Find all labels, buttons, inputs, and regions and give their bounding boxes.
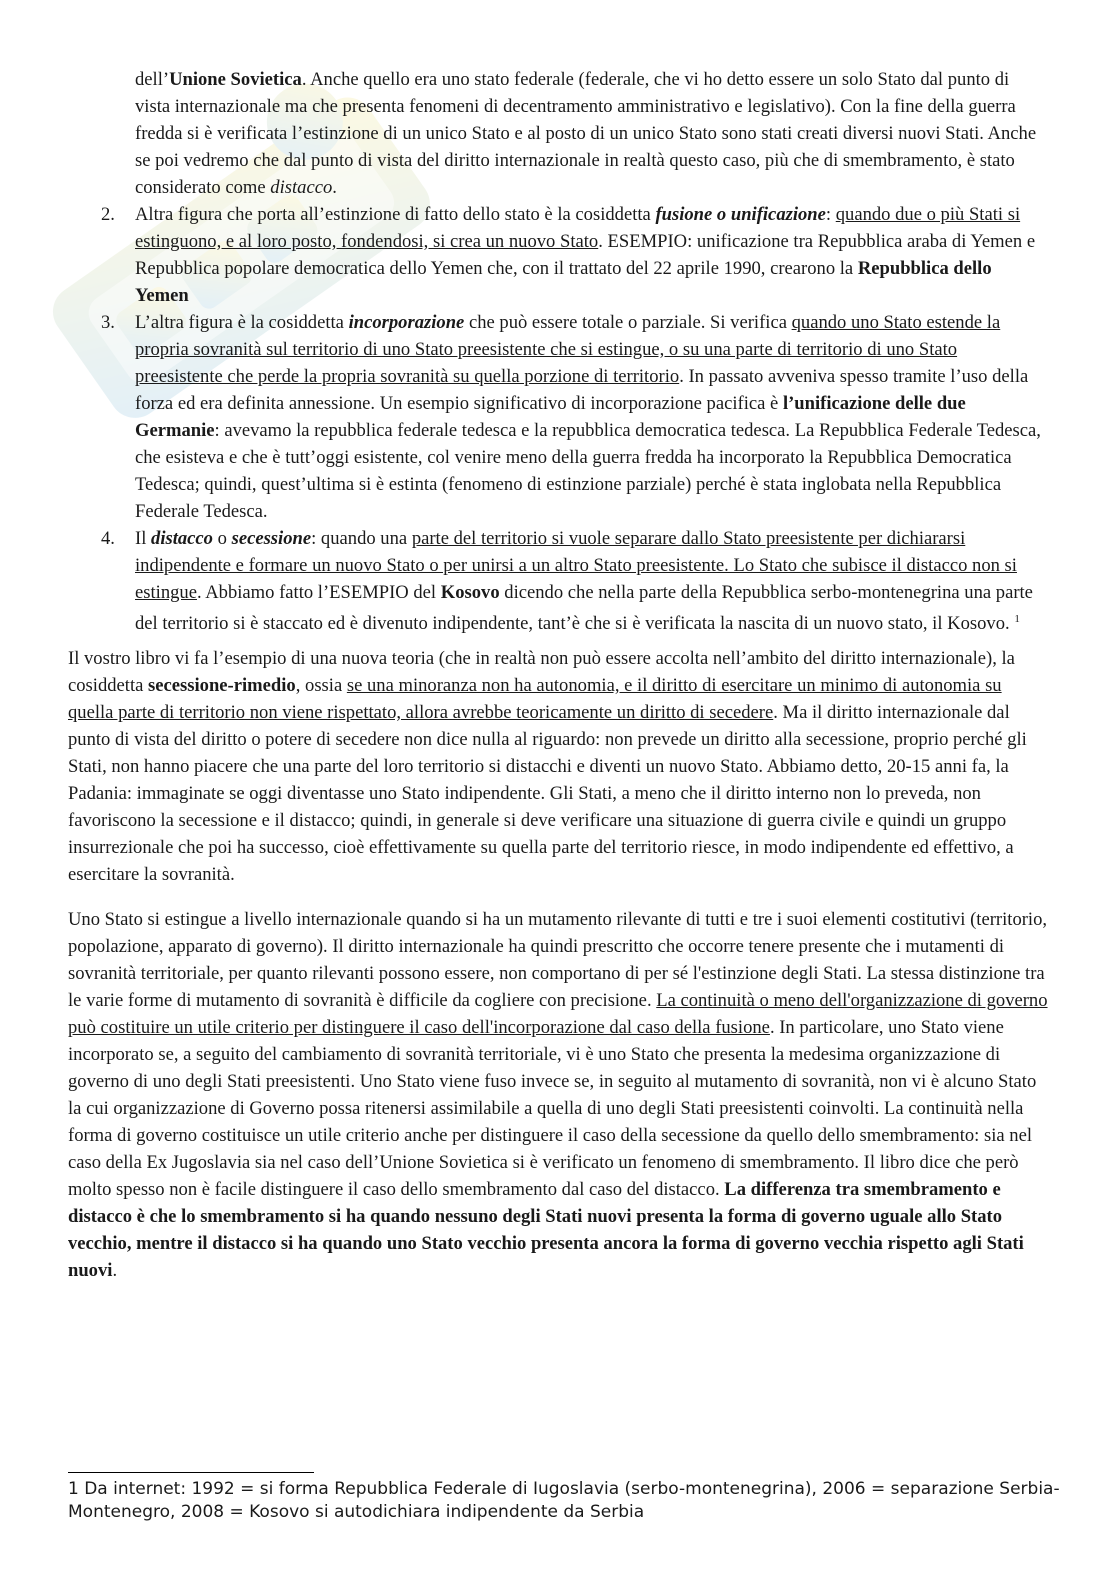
list-item-fusione: 2. Altra figura che porta all’estinzione di fatto dello stato è la cosiddetta fusione o unificazione: quando due o più Stati si estinguono, e al loro posto, fondendosi, si crea un nuovo Stato. ESEMPIO: unificazione tra Repubblica araba di Yemen e Repubblica popolare democratica dello Yemen che, con il trattato del 22 aprile 1990, crearono la Repubblica dello Yemen xyxy=(68,201,1048,309)
paragraph-secessione-rimedio: Il vostro libro vi fa l’esempio di una nuova teoria (che in realtà non può essere accolta nell’ambito del diritto internazionale), la cosiddetta secessione-rimedio, ossia se una minoranza non ha autonomia, e il diritto di esercitare un minimo di autonomia su quella parte di territorio non viene rispettato, allora avrebbe teoricamente un diritto di secedere. Ma il diritto internazionale dal punto di vista del diritto o potere di secedere non dice nulla al riguardo: non prevede un diritto alla secessione, proprio perché gli Stati, non hanno piacere che una parte del loro territorio si distacchi e diventi un nuovo Stato. Abbiamo detto, 20-15 anni fa, la Padania: immaginate se oggi diventasse uno Stato indipendente. Gli Stati, a meno che il diritto interno non lo preveda, non favoriscono la secessione e il distacco; quindi, in generale si deve verificare una situazione di guerra civile e quindi un gruppo insurrezionale che poi ha successo, cioè effettivamente su quella parte del territorio riesce, in modo indipendente ed effettivo, a esercitare la sovranità. xyxy=(68,648,1027,886)
paragraph-estinzione: Uno Stato si estingue a livello internazionale quando si ha un mutamento rilevante di tutti e tre i suoi elementi costitutivi (territorio, popolazione, apparato di governo). Il diritto internazionale ha quindi prescritto che occorre tenere presente che i mutamenti di sovranità territoriale, per quanto rilevanti possono essere, non comportano di per sé l'estinzione degli Stati. La stessa distinzione tra le varie forme di mutamento di sovranità è difficile da cogliere con precisione. La continuità o meno dell'organizzazione di governo può costituire un utile criterio per distinguere il caso dell'incorporazione dal caso della fusione. In particolare, uno Stato viene incorporato se, a seguito del cambiamento di sovranità territoriale, vi è uno Stato che presenta la medesima organizzazione di governo di uno degli Stati preesistenti. Uno Stato viene fuso invece se, in seguito al mutamento di sovranità, non vi è alcuno Stato la cui organizzazione di Governo possa ritenersi assimilabile a quella di uno degli Stati preesistenti coinvolti. La continuità nella forma di governo costituisce un utile criterio anche per distinguere il caso della secessione da quello dello smembramento: sia nel caso della Ex Jugoslavia sia nel caso dell’Unione Sovietica si è verificato un fenomeno di smembramento. Il libro dice che però molto spesso non è facile distinguere il caso dello smembramento dal caso del distacco. La differenza tra smembramento e distacco è che lo smembramento si ha quando nessuno degli Stati nuovi presenta la forma di governo uguale allo Stato vecchio, mentre il distacco si ha quando uno Stato vecchio presenta ancora la forma di governo vecchia rispetto agli Stati nuovi. xyxy=(68,909,1048,1282)
footnote-separator xyxy=(68,1472,314,1473)
list-item-distacco: 4. Il distacco o secessione: quando una parte del territorio si vuole separare dallo Stato preesistente per dichiararsi indipendente e formare un nuovo Stato o per unirsi a un altro Stato preesistente. Lo Stato che subisce il distacco non si estingue. Abbiamo fatto l’ESEMPIO del Kosovo dicendo che nella parte della Repubblica serbo-montenegrina una parte del territorio si è staccato ed è divenuto indipendente, tant’è che si è verificata la nascita di un nuovo stato, il Kosovo. $^1$ xyxy=(68,525,1048,637)
document-body xyxy=(68,66,1048,1302)
intro-continuation: dell’Unione Sovietica. Anche quello era uno stato federale (federale, che vi ho detto essere un solo Stato dal punto di vista internazionale ma che presenta fenomeni di decentramento amministrativo e legislativo). Con la fine della guerra fredda si è verificata l’estinzione di un unico Stato e al posto di un unico Stato sono stati creati diversi nuovi Stati. Anche se poi vedremo che dal punto di vista del diritto internazionale in realtà questo caso, più che di smembramento, è stato considerato come distacco. xyxy=(135,69,1037,198)
list-number: 3. xyxy=(101,312,115,333)
list-number: 4. xyxy=(101,528,115,549)
list-number: 2. xyxy=(101,204,115,225)
footnote-text: 1 Da internet: 1992 = si forma Repubblica Federale di Iugoslavia (serbo-montenegrina), 2006 = separazione Serbia-Montenegro, 2008 = Kosovo si autodichiara indipendente da Serbia xyxy=(68,1479,1060,1522)
list-item-incorporazione: 3. L’altra figura è la cosiddetta incorporazione che può essere totale o parziale. Si verifica quando uno Stato estende la propria sovranità sul territorio di uno Stato preesistente che si estingue, o su una parte di territorio di uno Stato preesistente che perde la propria sovranità su quella porzione di territorio. In passato avveniva spesso tramite l’uso della forza ed era definita annessione. Un esempio significativo di incorporazione pacifica è l’unificazione delle due Germanie: avevamo la repubblica federale tedesca e la repubblica democratica tedesca. La Repubblica Federale Tedesca, che esisteva e che è tutt’oggi esistente, col venire meno della guerra fredda ha incorporato la Repubblica Democratica Tedesca; quindi, quest’ultima si è estinta (fenomeno di estinzione parziale) perché è stata inglobata nella Repubblica Federale Tedesca. xyxy=(68,309,1048,525)
footnote-ref[interactable]: 1 xyxy=(1014,613,1020,625)
